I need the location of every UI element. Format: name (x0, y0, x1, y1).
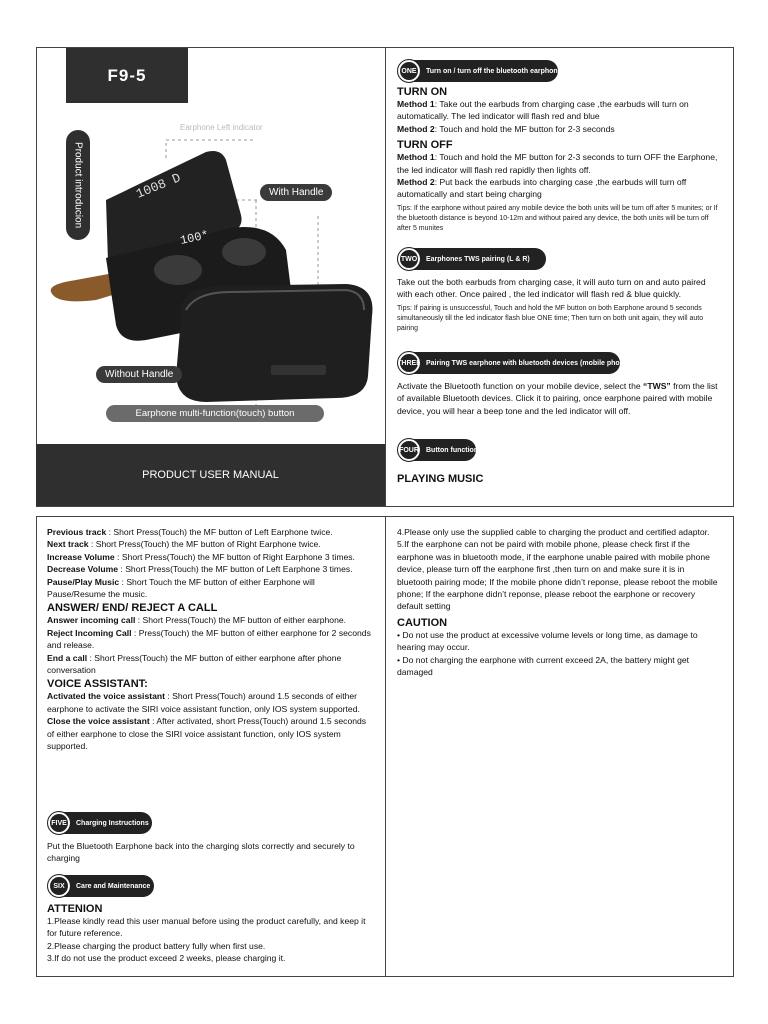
section-two-title: Earphones TWS pairing (L & R) (426, 255, 530, 263)
section-six-title: Care and Maintenance (76, 882, 151, 890)
call-function-row: End a call : Short Press(Touch) the MF button of either earphone after phone conversation (47, 652, 342, 676)
section-five-title: Charging Instructions (76, 819, 149, 827)
turn-off-heading: TURN OFF (397, 139, 453, 152)
section-two-number: TWO (398, 248, 420, 270)
product-intro-tab: Product introducion (66, 130, 90, 240)
attention-item-2: 2.Please charging the product battery fully when first use. (47, 940, 266, 951)
note-5: 5.If the earphone can not be paird with mobile phone, please check first if the earphone was in bluetooth mode, if the earphone unable paired with mobile phone device, please turn off the earphone first ,then turn on and make sure it is in bluetooth pairing mode; If the mobile phone didn’t reponse, please reboot the mobile phone; If the earphone didn’t reponse, please reboot the earphone or recovery default setting (397, 539, 718, 612)
notes-section (397, 526, 722, 678)
caution-item-1: • Do not use the product at excessive volume levels or long time, as damage to hearing may occur. (397, 629, 698, 653)
section-three-pill (397, 352, 631, 374)
mf-button-callout: Earphone multi-function(touch) button (106, 405, 324, 422)
attention-section (47, 903, 367, 965)
section-four-title: Button function (426, 446, 479, 454)
turn-on-method-1: Method 1: Take out the earbuds from charging case ,the earbuds will turn on automatically. The led indicator will flash red and blue (397, 99, 689, 122)
without-handle-callout: Without Handle (96, 366, 182, 383)
activate-bluetooth-text: Activate the Bluetooth function on your mobile device, select the “TWS” from the list of available Bluetooth devices. Click it to pairing, once earphone paired with mobile device, you will hear a beep tone and the led indicator will off. (397, 381, 718, 416)
turn-on-section (397, 86, 722, 234)
earbuds-case-illustration (46, 140, 376, 410)
section-four-pill (398, 439, 479, 461)
turn-on-heading: TURN ON (397, 86, 448, 98)
section-one-title: Turn on / turn off the bluetooth earphones (426, 67, 566, 75)
voice-heading: VOICE ASSISTANT: (47, 678, 148, 691)
section-three-number: THREE (398, 352, 420, 374)
attention-heading: ATTENION (47, 903, 103, 915)
pairing-tips: Tips: If pairing is unsuccessful, Touch and hold the MF button on both Earphone around 5 seconds simultaneously till the led indicator flash blue ONE time; Then turn on both unit again, they will auto pairing (397, 304, 704, 332)
left-indicator-label: Earphone Left indicator (180, 123, 263, 132)
turn-on-method-2: Method 2: Touch and hold the MF button for 2-3 seconds (397, 123, 615, 134)
attention-item-1: 1.Please kindly read this user manual before using the product carefully, and keep it for future reference. (47, 916, 366, 939)
call-function-row: Answer incoming call : Short Press(Touch) the MF button of either earphone. (47, 615, 347, 626)
attention-item-3: 3.If do not use the product exceed 2 weeks, please charging it. (47, 953, 286, 964)
section-two-pill (398, 248, 546, 270)
section-five-number: FIVE (48, 812, 70, 834)
manual-footer: PRODUCT USER MANUAL (36, 444, 385, 506)
button-function-section (47, 526, 375, 753)
button-function-row: Pause/Play Music : Short Touch the MF button of either Earphone will Pause/Resume the music. (47, 576, 315, 600)
note-4: 4.Please only use the supplied cable to charging the product and certified adaptor. (397, 527, 710, 537)
button-function-row: Previous track : Short Press(Touch) the MF button of Left Earphone twice. (47, 527, 333, 537)
button-function-row: Next track : Short Press(Touch) the MF button of Right Earphone twice. (47, 539, 321, 550)
turn-off-method-1: Method 1: Touch and hold the MF button for 2-3 seconds to turn OFF the Earphone, the led indicator will flash red rapidly then lights off. (397, 152, 718, 175)
voice-function-row: Activated the voice assistant : Short Press(Touch) around 1.5 seconds of either earphone to activate the SIRI voice assistant function, only IOS system supported. (47, 691, 360, 714)
charging-text: Put the Bluetooth Earphone back into the charging slots correctly and securely to charging (47, 841, 355, 864)
model-title: F9-5 (66, 48, 188, 103)
section-six-number: SIX (48, 875, 70, 897)
pairing-section (397, 276, 722, 334)
section-six-pill (48, 875, 154, 897)
turn-off-tips: Tips: If the earphone without paired any mobile device the both units will be turn off after 5 munites; or If the bluetooth distance is beyond 10-12m and without paired any device, the both units will be turn off after 5 munites (397, 204, 718, 232)
section-five-pill (48, 812, 152, 834)
caution-heading: CAUTION (397, 616, 448, 629)
top-divider (385, 47, 386, 507)
button-function-row: Increase Volume : Short Press(Touch) the MF button of Right Earphone 3 times. (47, 551, 355, 562)
bottom-divider (385, 516, 386, 977)
pairing-text: Take out the both earbuds from charging case, it will auto turn on and auto paired with each other. Once paired , the led indicator will flash red & blue quickly. (397, 277, 706, 300)
section-one-pill (398, 60, 566, 82)
svg-text:1008 D: 1008 D (133, 170, 183, 202)
call-function-row: Reject Incoming Call : Press(Touch) the MF button of either earphone for 2 seconds and release. (47, 627, 371, 651)
turn-off-method-2: Method 2: Put back the earbuds into charging case ,the earbuds will turn off automatically and start being charging (397, 177, 687, 200)
section-four-number: FOUR (398, 439, 420, 461)
with-handle-callout: With Handle (260, 184, 332, 201)
section-three-title: Pairing TWS earphone with bluetooth devices (mobile phone) (426, 359, 631, 367)
svg-text:100*: 100* (178, 228, 211, 248)
playing-music-heading: PLAYING MUSIC (397, 473, 484, 485)
caution-item-2: • Do not charging the earphone with current exceed 2A, the battery might get damaged (397, 654, 690, 678)
section-one-number: ONE (398, 60, 420, 82)
voice-function-row: Close the voice assistant : After activated, short Press(Touch) around 1.5 seconds of either earphone to close the SIRI voice assistant function, only IOS system supported. (47, 716, 367, 752)
call-heading: ANSWER/ END/ REJECT A CALL (47, 602, 218, 615)
button-function-row: Decrease Volume : Short Press(Touch) the MF button of Left Earphone 3 times. (47, 564, 353, 575)
